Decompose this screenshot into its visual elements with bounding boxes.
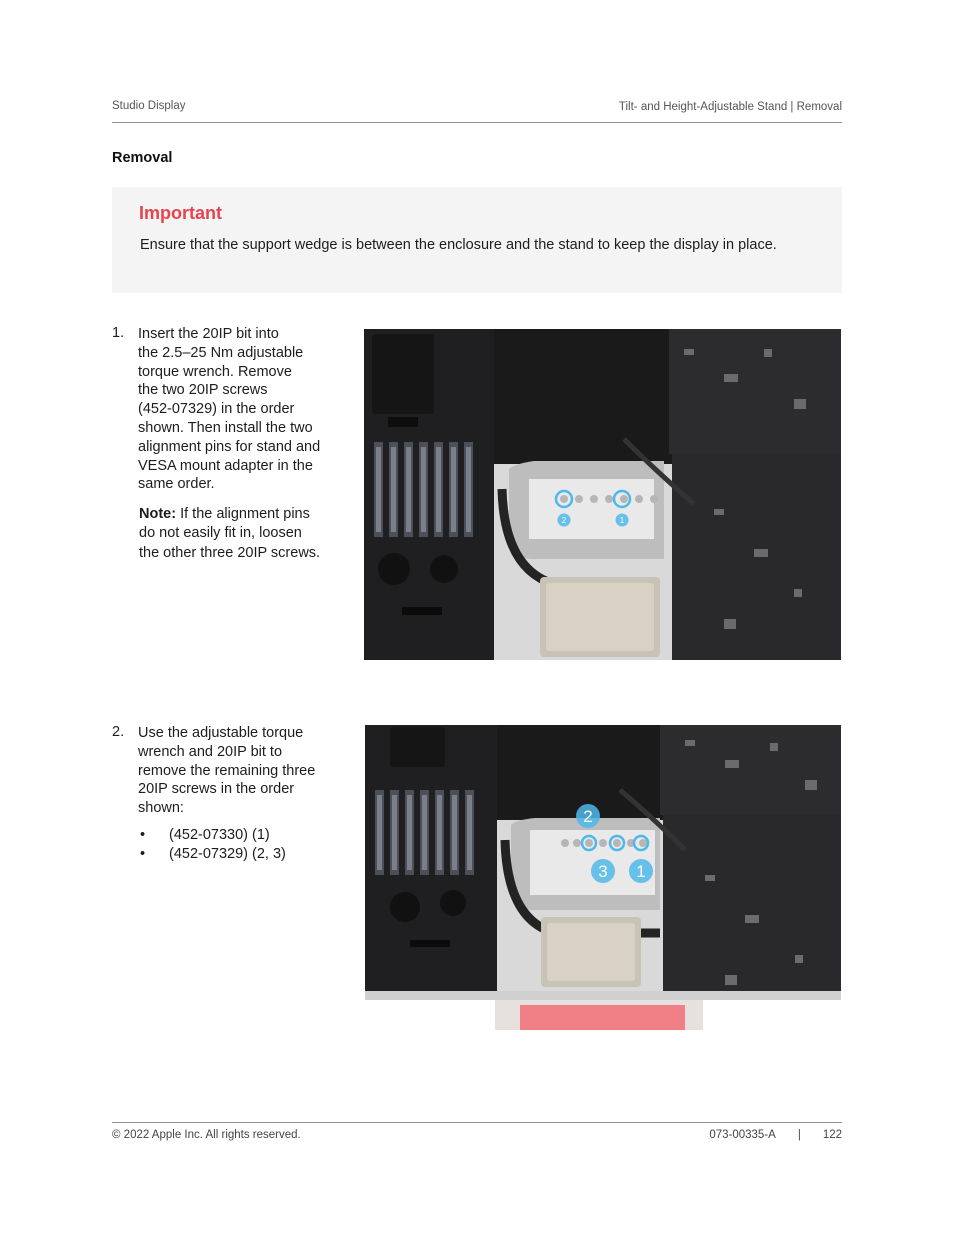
note-label: Note: xyxy=(139,506,177,522)
footer-divider: | xyxy=(797,1129,801,1141)
header-section: Tilt- and Height-Adjustable Stand | Removal xyxy=(618,101,842,113)
list-item: • (452-07330) (1) xyxy=(140,827,270,843)
callout-label: 1 xyxy=(619,516,625,525)
important-callout xyxy=(112,187,842,293)
important-title: Important xyxy=(139,203,222,223)
header-rule xyxy=(112,122,842,123)
list-item: • (452-07329) (2, 3) xyxy=(140,845,286,862)
page-number: 122 xyxy=(822,1129,842,1141)
logic-board-photo-2 xyxy=(365,725,841,1030)
important-body: Ensure that the support wedge is between the enclosure and the stand to keep the display in place. xyxy=(140,237,777,253)
callout-label: 2 xyxy=(561,516,567,525)
step-2-number: 2. xyxy=(112,724,125,740)
logic-board-photo-1 xyxy=(364,329,841,660)
section-title: Removal xyxy=(112,150,173,166)
step-1-text: Insert the 20IP bit into the 2.5–25 Nm adjustable torque wrench. Remove the two 20IP screws (452-07329) in the order shown. Then install the two alignment pins for stand and VESA mount adapter in the same order. xyxy=(138,326,321,493)
step-1-number: 1. xyxy=(112,325,125,341)
step-2-photo xyxy=(365,725,841,1030)
footer-copyright: © 2022 Apple Inc. All rights reserved. xyxy=(112,1129,301,1141)
header-product: Studio Display xyxy=(112,100,186,112)
callout-label: 2 xyxy=(583,807,593,826)
doc-number: 073-00335-A xyxy=(709,1129,776,1141)
step-1-photo xyxy=(364,329,841,660)
footer-rule xyxy=(112,1122,842,1123)
step-1-note: Note: If the alignment pins do not easily fit in, loosen the other three 20IP screws. xyxy=(139,506,321,561)
callout-label: 3 xyxy=(598,862,608,881)
callout-label: 1 xyxy=(636,862,646,881)
step-2-text: Use the adjustable torque wrench and 20IP bit to remove the remaining three 20IP screws in the order shown: xyxy=(138,725,316,817)
footer-meta xyxy=(709,1129,842,1141)
step-2-bullets xyxy=(138,826,286,863)
